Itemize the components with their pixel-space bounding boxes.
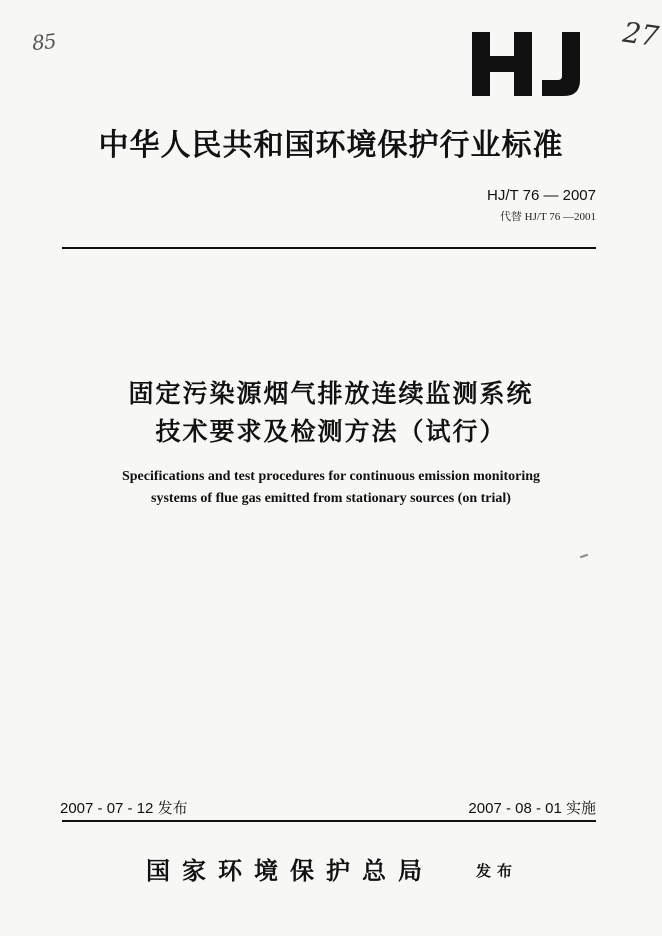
document-title-cn-line2: 技术要求及检测方法（试行） (155, 417, 507, 446)
document-title-cn-line1: 固定污染源烟气排放连续监测系统 (128, 379, 534, 408)
hj-logo (470, 28, 590, 100)
standard-type-title: 中华人民共和国环境保护行业标准 (98, 128, 564, 163)
handwritten-note-left: 85 (30, 28, 57, 56)
document-title-en-line2: systems of flue gas emitted from stationary sources (on trial) (151, 491, 511, 506)
implementation-date: 2007 - 08 - 01 实施 (468, 800, 596, 817)
issue-date: 2007 - 07 - 12 发布 (60, 800, 188, 817)
scan-speck (580, 554, 588, 559)
issuing-action: 发布 (476, 862, 519, 880)
top-divider (62, 247, 596, 249)
standard-code: HJ/T 76 — 2007 (487, 187, 596, 204)
issuing-authority: 国家环境保护总局 (146, 856, 434, 885)
document-title-en-line1: Specifications and test procedures for continuous emission monitoring (121, 469, 541, 484)
replaces-code: 代替 HJ/T 76 —2001 (499, 211, 596, 223)
handwritten-note-right: 27 (620, 15, 661, 54)
bottom-divider (62, 820, 596, 822)
